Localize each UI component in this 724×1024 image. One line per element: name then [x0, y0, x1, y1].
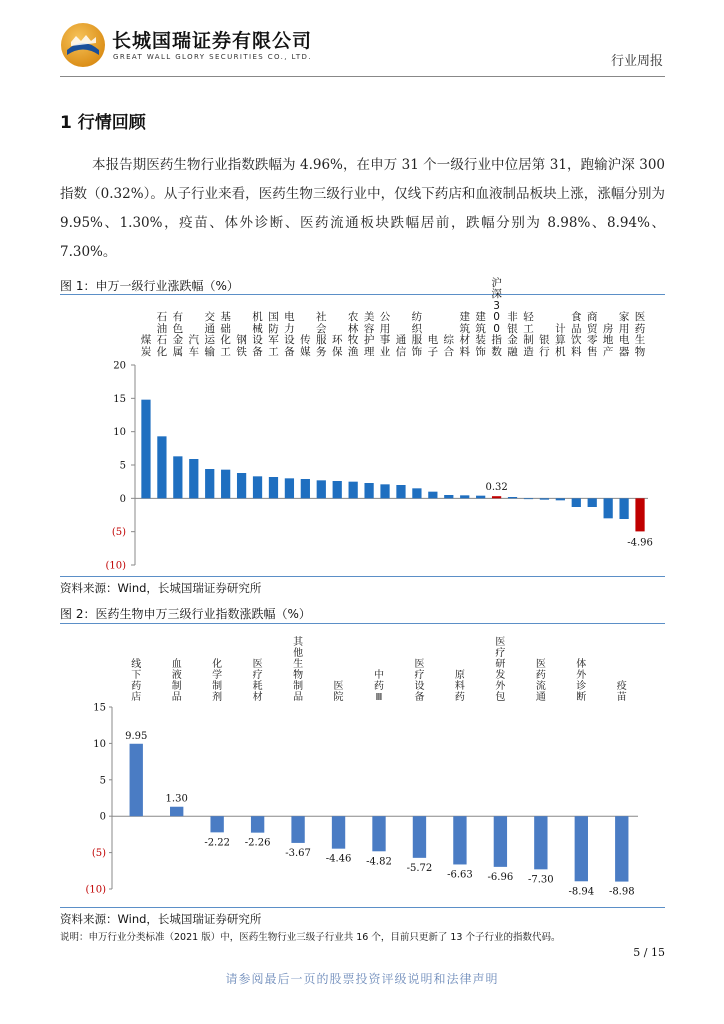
figure2-category-label: 医院 — [333, 681, 344, 703]
figure1-category-label: 有色金属 — [172, 311, 184, 358]
figure2-data-label: -8.94 — [568, 886, 595, 898]
figure1-category-label: 商贸零售 — [586, 311, 598, 358]
figure1-bar — [205, 469, 214, 498]
figure2-category-label: 中药Ⅲ — [374, 670, 384, 703]
figure1-category-label: 国防军工 — [268, 311, 279, 358]
figure1-category-label: 建筑装饰 — [475, 311, 486, 358]
figure1-category-label: 轻工制造 — [523, 311, 534, 358]
figure1-bar — [301, 479, 310, 498]
figure2-data-label: -2.26 — [244, 837, 271, 849]
figure2-data-label: 1.30 — [165, 793, 188, 805]
footer-disclaimer: 请参阅最后一页的股票投资评级说明和法律声明 — [225, 972, 499, 986]
figure2-chart — [60, 625, 665, 907]
figure2-category-label: 原料药 — [454, 670, 465, 703]
figure1-category-label: 家用电器 — [618, 311, 630, 358]
figure2-bar — [413, 816, 426, 858]
figure2-source: 资料来源：Wind，长城国瑞证券研究所 — [60, 912, 262, 926]
figure1-bar — [444, 495, 453, 498]
figure1-bar — [333, 481, 342, 498]
figure2-y-tick: (5) — [91, 848, 106, 860]
figure1-bar — [619, 498, 628, 519]
figure1-bar — [157, 436, 166, 498]
figure1-bar — [221, 470, 230, 499]
figure1-bar — [572, 498, 581, 507]
figure2-bar — [210, 816, 223, 832]
figure1-y-tick: (10) — [105, 560, 126, 572]
figure1-category-label: 环保 — [331, 334, 343, 358]
figure2-bar — [130, 744, 143, 816]
figure1-category-label: 石油石化 — [156, 311, 168, 358]
figure2-data-label: -8.98 — [608, 886, 635, 898]
figure1-bar — [412, 488, 421, 498]
figure2-category-label: 医疗耗材 — [252, 659, 263, 703]
figure1-bar — [285, 478, 294, 498]
figure2-bar — [372, 816, 385, 851]
figure1-bar — [604, 498, 613, 518]
report-type: 行业周报 — [610, 54, 663, 69]
header-divider — [60, 76, 665, 77]
figure2-bar — [170, 807, 183, 816]
figure1-category-label: 汽车 — [188, 334, 200, 358]
figure1-y-tick: 10 — [113, 427, 126, 439]
figure2-title: 图 2：医药生物申万三级行业指数涨跌幅（%） — [60, 607, 311, 621]
figure2-bar — [453, 816, 466, 864]
figure1-y-tick: 20 — [113, 360, 126, 372]
figure2-bar — [291, 816, 304, 843]
figure1-y-tick: 5 — [119, 460, 126, 472]
figure2-bottom-rule — [60, 907, 665, 908]
figure1-category-label: 沪深300指数 — [491, 276, 502, 358]
figure1-bar — [524, 498, 533, 499]
figure2-category-label: 医药流通 — [535, 659, 546, 703]
figure1-bar — [635, 498, 644, 531]
figure2-data-label: -3.67 — [285, 847, 311, 859]
figure1-title: 图 1：申万一级行业涨跌幅（%） — [60, 279, 239, 293]
page-header — [60, 22, 665, 74]
section-title: 1 行情回顾 — [60, 113, 146, 133]
figure2-data-label: -7.30 — [528, 874, 554, 886]
figure1-bar — [253, 476, 262, 498]
figure2-category-label: 医疗设备 — [414, 659, 425, 703]
brand-name-cn: 长城国瑞证券有限公司 — [112, 30, 313, 52]
figure1-bar — [349, 482, 358, 499]
figure1-category-label: 传媒 — [300, 334, 311, 358]
figure1-category-label: 机械设备 — [252, 311, 263, 358]
figure1-category-label: 计算机 — [555, 322, 566, 358]
figure1-bar — [173, 456, 182, 498]
review-paragraph: 本报告期医药生物行业指数跌幅为 4.96%，在申万 31 个一级行业中位居第 31，跑输沪深 300 指数（0.32%）。从子行业来看，医药生物三级行业中，仅线下药店和血液制品板块上涨，涨幅分别为 9.95%、1.30%，疫苗、体外诊断、医药流通板块跌幅居前，跌幅分别为 8.98%、8.94%、7.30%。 — [60, 157, 665, 260]
figure1-bar — [317, 480, 326, 498]
figure1-category-label: 通信 — [395, 334, 407, 358]
figure1-bar — [460, 495, 469, 498]
figure2-bar — [615, 816, 628, 881]
figure1-category-label: 交通运输 — [204, 311, 215, 358]
figure2-data-label: -6.63 — [447, 869, 473, 881]
figure1-category-label: 银行 — [539, 334, 550, 358]
figure1-category-label: 煤炭 — [140, 334, 152, 358]
figure1-bar — [508, 497, 517, 498]
figure2-plot — [60, 625, 665, 907]
figure1-bar — [189, 459, 198, 498]
figure1-category-label: 电力设备 — [284, 311, 295, 358]
figure1-category-label: 农林牧渔 — [347, 311, 359, 358]
figure1-bar — [556, 498, 565, 500]
figure1-category-label: 纺织服饰 — [411, 311, 423, 358]
figure1-category-label: 社会服务 — [316, 311, 327, 358]
figure1-category-label: 综合 — [443, 334, 455, 358]
figure2-category-label: 血液制品 — [171, 659, 182, 703]
figure2-bar — [534, 816, 547, 869]
figure1-bottom-rule — [60, 576, 665, 577]
figure1-data-label: 0.32 — [485, 482, 508, 494]
figure2-bar — [575, 816, 588, 881]
figure1-category-label: 公用事业 — [379, 311, 391, 358]
figure2-category-label: 化学制剂 — [212, 659, 223, 703]
figure2-data-label: -2.22 — [204, 837, 230, 849]
page-number: 5 / 15 — [633, 946, 665, 959]
figure1-bar — [428, 492, 437, 499]
figure2-y-tick: 0 — [99, 811, 106, 823]
figure1-source: 资料来源：Wind，长城国瑞证券研究所 — [60, 581, 262, 595]
figure2-category-label: 疫苗 — [616, 681, 627, 703]
figure1-data-label: -4.96 — [627, 537, 653, 549]
figure2-y-tick: 5 — [99, 775, 106, 787]
figure1-bar — [476, 496, 485, 499]
figure2-data-label: 9.95 — [125, 730, 148, 742]
figure1-category-label: 钢铁 — [236, 334, 247, 358]
figure1-y-tick: (5) — [111, 527, 126, 539]
figure1-bar — [141, 400, 150, 499]
figure2-y-tick: 10 — [93, 738, 106, 750]
figure1-bar — [396, 485, 405, 498]
figure2-note: 说明：申万行业分类标准（2021 版）中，医药生物行业三级子行业共 16 个，目前只更新了 13 个子行业的指数代码。 — [60, 932, 561, 943]
figure1-category-label: 基础化工 — [220, 311, 231, 358]
figure1-bar — [364, 483, 373, 498]
figure2-data-label: -5.72 — [406, 862, 433, 874]
figure1-bar — [237, 473, 246, 498]
figure2-category-label: 医疗研发外包 — [495, 637, 506, 703]
figure2-bar — [494, 816, 507, 867]
figure1-y-tick: 15 — [113, 393, 126, 405]
figure2-category-label: 体外诊断 — [576, 659, 587, 703]
figure1-category-label: 食品饮料 — [571, 311, 582, 358]
figure1-y-tick: 0 — [119, 493, 126, 505]
figure1-bar — [380, 484, 389, 498]
figure1-category-label: 建筑材料 — [459, 311, 470, 358]
figure2-data-label: -6.96 — [487, 871, 514, 883]
brand-name-en: GREAT WALL GLORY SECURITIES CO., LTD. — [113, 53, 312, 61]
figure2-bar — [332, 816, 345, 848]
figure2-data-label: -4.46 — [325, 853, 352, 865]
figure2-data-label: -4.82 — [366, 856, 392, 868]
figure1-bar — [269, 477, 278, 498]
figure1-category-label: 医药生物 — [634, 311, 646, 358]
figure1-bar — [588, 498, 597, 507]
figure1-category-label: 美容护理 — [363, 311, 375, 358]
figure2-bar — [251, 816, 264, 832]
figure1-category-label: 非银金融 — [507, 311, 518, 358]
figure1-top-rule — [60, 294, 665, 295]
figure1-category-label: 电子 — [427, 334, 439, 358]
figure2-top-rule — [60, 623, 665, 624]
figure1-bar — [540, 498, 549, 499]
figure2-y-tick: 15 — [93, 702, 106, 714]
figure2-y-tick: (10) — [85, 884, 106, 896]
figure2-category-label: 线下药店 — [131, 659, 142, 703]
company-logo-icon — [60, 22, 106, 68]
figure1-bar — [492, 496, 501, 498]
figure2-category-label: 其他生物制品 — [293, 637, 304, 703]
figure1-category-label: 房地产 — [602, 322, 614, 358]
